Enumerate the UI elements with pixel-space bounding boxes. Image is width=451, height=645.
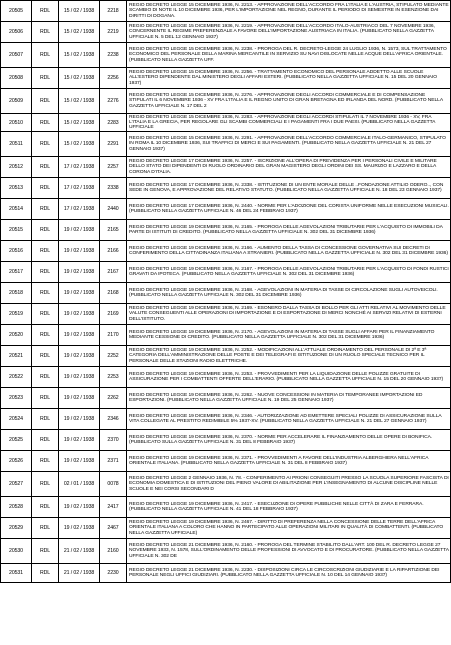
act-code-cell: 2346	[100, 409, 127, 430]
table-row	[1, 346, 451, 367]
table-row	[1, 304, 451, 325]
act-description-cell: REGIO DECRETO LEGGE 19 DICEMBRE 1936, N. 2169. - ESONERO DALLA TASSA DI BOLLO PER GLI ATTI RELATIVI AL MOVIMENTO DELLE VALUTE CONSEGUENTI ALLE OPERAZIONI DI IMPORTAZIONE E DI ESPORTAZIONE DI MERCI NONCHÉ AI SERVIZI RELATIVI DI ESTERNI DELL'ISTITUTO.	[127, 304, 451, 325]
act-code-cell: 2338	[100, 178, 127, 199]
act-type-cell: RDL	[32, 262, 59, 283]
act-code-cell: 2230	[100, 564, 127, 583]
act-description-cell: REGIO DECRETO LEGGE 15 DICEMBRE 1936, N. 2219. - APPROVAZIONE DELL'ACCORDO ITALO-AUSTRIACO DEL 7 NOVEMBRE 1936, CONCERNENTE IL REGIME PREFERENZIALE A FAVORE DELL'IMPORTAZIONE AUSTRIACA IN ITALIA. (PUBBLICATO NELLA GAZZETTA UFFICIALE N. 5 DEL 12 GENNAIO 1937)	[127, 22, 451, 43]
act-type-cell: RDL	[32, 199, 59, 220]
act-description-cell: REGIO DECRETO LEGGE 2 GENNAIO 1936, N. 78. - CONFERIMENTO AI PRIONI CONSEGUITI PRESSO LA SCUOLA SUPERIORE FASCISTA DI ECONOMIA DOMESTICA E DI ISTITUZIONI DEL PIENO VALORE DI ABILITAZIONE PER L'INSEGNAMENTO DI ALCUNE DISCIPLINE NELLE SCUOLE E NEI CORSI SECONDARI D	[127, 472, 451, 497]
act-date-cell: 02 / 01 / 1938	[59, 472, 100, 497]
act-date-cell: 17 / 02 / 1938	[59, 199, 100, 220]
act-date-cell: 15 / 02 / 1938	[59, 132, 100, 157]
act-code-cell: 2252	[100, 346, 127, 367]
act-code-cell: 2256	[100, 68, 127, 89]
table-row	[1, 409, 451, 430]
decree-table-body	[1, 1, 451, 583]
act-description-cell: REGIO DECRETO LEGGE 19 DICEMBRE 1936, N. 2165. - PROROGA DELLE AGEVOLAZIONI TRIBUTARIE PER L'ACQUISTO DI IMMOBILI DA PARTE DI ISTITUTI DI CREDITO. (PUBBLICATO NELLA GAZZETTA UFFICIALE N. 302 DEL 31 DICEMBRE 1936)	[127, 220, 451, 241]
act-description-cell: REGIO DECRETO LEGGE 15 DICEMBRE 1936, N. 2276. - APPROVAZIONE DEGLI ACCORDI COMMERCIALE E DI COMPENSAZIONE STIPULATI IL 6 NOVEMBRE 1936 - XV FRA L'ITALIA E IL REGNO UNITO DI GRAN BRETAGNA ED IRLANDA DEL NORD. (PUBBLICATO NELLA GAZZETTA UFFICIALE N. 17 DEL 2	[127, 89, 451, 114]
act-type-cell: RDL	[32, 132, 59, 157]
act-description-cell: REGIO DECRETO LEGGE 19 DICEMBRE 1936, N. 2252. - MODIFICAZIONI ALL'ATTUALE ORDINAMENTO DEL PERSONALE DI 2ª E 3ª CATEGORIA DELL'AMMINISTRAZIONE DELLE POSTE E DEI TELEGRAFI E ISTITUZIONE DI UN RUOLO SPECIALE TECNICO PER IL PERSONALE DELLE STAZIONI RADIO ELETTRICHE.	[127, 346, 451, 367]
act-code-cell: 2417	[100, 497, 127, 518]
act-date-cell: 19 / 02 / 1938	[59, 497, 100, 518]
act-date-cell: 17 / 02 / 1938	[59, 157, 100, 178]
record-number-cell: 20515	[1, 220, 32, 241]
table-row	[1, 1, 451, 22]
record-number-cell: 20521	[1, 346, 32, 367]
act-type-cell: RDL	[32, 497, 59, 518]
act-type-cell: RDL	[32, 283, 59, 304]
table-row	[1, 89, 451, 114]
record-number-cell: 20506	[1, 22, 32, 43]
record-number-cell: 20528	[1, 497, 32, 518]
table-row	[1, 114, 451, 132]
act-date-cell: 19 / 02 / 1938	[59, 241, 100, 262]
record-number-cell: 20527	[1, 472, 32, 497]
act-type-cell: RDL	[32, 388, 59, 409]
table-row	[1, 367, 451, 388]
table-row	[1, 388, 451, 409]
record-number-cell: 20518	[1, 283, 32, 304]
record-number-cell: 20520	[1, 325, 32, 346]
act-date-cell: 19 / 02 / 1938	[59, 518, 100, 539]
record-number-cell: 20523	[1, 388, 32, 409]
record-number-cell: 20531	[1, 564, 32, 583]
table-row	[1, 199, 451, 220]
act-description-cell: REGIO DECRETO LEGGE 19 DICEMBRE 1936, N. 2253. - PROVVEDIMENTI PER LA LIQUIDAZIONE DELLE POLIZZE GRATUITE DI ASSICURAZIONE PER I COMBATTENTI OFFERTE DELL'ERARIO. (PUBBLICATO NELLA GAZZETTA UFFICIALE N. 15 DEL 20 GENNAIO 1937)	[127, 367, 451, 388]
act-date-cell: 15 / 02 / 1938	[59, 1, 100, 22]
act-type-cell: RDL	[32, 518, 59, 539]
act-description-cell: REGIO DECRETO LEGGE 19 DICEMBRE 1936, N. 2168. - AGEVOLAZIONI IN MATERIA DI TASSE DI CIRCOLAZIONE SUGLI AUTOVEICOLI. (PUBBLICATO NELLA GAZZETTA UFFICIALE N. 302 DEL 31 DICEMBRE 1936)	[127, 283, 451, 304]
act-date-cell: 21 / 02 / 1938	[59, 539, 100, 564]
act-date-cell: 19 / 02 / 1938	[59, 262, 100, 283]
act-type-cell: RDL	[32, 472, 59, 497]
table-row	[1, 43, 451, 68]
act-type-cell: RDL	[32, 114, 59, 132]
act-type-cell: RDL	[32, 1, 59, 22]
act-date-cell: 21 / 02 / 1938	[59, 564, 100, 583]
act-code-cell: 2440	[100, 199, 127, 220]
act-date-cell: 19 / 02 / 1938	[59, 367, 100, 388]
record-number-cell: 20510	[1, 114, 32, 132]
act-type-cell: RDL	[32, 68, 59, 89]
act-date-cell: 19 / 02 / 1938	[59, 409, 100, 430]
table-row	[1, 157, 451, 178]
act-type-cell: RDL	[32, 409, 59, 430]
record-number-cell: 20507	[1, 43, 32, 68]
record-number-cell: 20526	[1, 451, 32, 472]
act-code-cell: 2218	[100, 1, 127, 22]
table-row	[1, 564, 451, 583]
act-date-cell: 15 / 02 / 1938	[59, 43, 100, 68]
act-code-cell: 2291	[100, 132, 127, 157]
table-row	[1, 241, 451, 262]
act-code-cell: 2238	[100, 43, 127, 68]
act-type-cell: RDL	[32, 451, 59, 472]
record-number-cell: 20511	[1, 132, 32, 157]
act-type-cell: RDL	[32, 22, 59, 43]
table-row	[1, 472, 451, 497]
record-number-cell: 20522	[1, 367, 32, 388]
act-description-cell: REGIO DECRETO LEGGE 19 DICEMBRE 1936, N. 2467. - DIRITTO DI PREFERENZA NELLA CONCESSIONE DELLE TERRE DELL'AFRICA ORIENTALE ITALIANA A COLORO CHE HANNO IN PARTECIPATO ALLE OPERAZIONI MILITARI IN QUALITÀ DI COMBATTENTI. (PUBBLICATO NELLA GAZZETTA UFFICIALE)	[127, 518, 451, 539]
act-date-cell: 17 / 02 / 1938	[59, 178, 100, 199]
record-number-cell: 20513	[1, 178, 32, 199]
act-date-cell: 19 / 02 / 1938	[59, 430, 100, 451]
record-number-cell: 20512	[1, 157, 32, 178]
table-row	[1, 68, 451, 89]
record-number-cell: 20514	[1, 199, 32, 220]
table-row	[1, 497, 451, 518]
act-code-cell: 2168	[100, 283, 127, 304]
act-description-cell: REGIO DECRETO LEGGE 21 DICEMBRE 1936, N. 2160. - PROROGA DEL TERMINE STABILITO DALL'ART. 100 DEL R. DECRETO LEGGE 27 NOVEMBRE 1933, N. 1578, SULL'ORDINAMENTO DELLE PROFESSIONI DI AVVOCATO E DI PROCURATORE. (PUBBLICATO NELLA GAZZETTA UFFICIALE N. 302 DE	[127, 539, 451, 564]
act-code-cell: 2467	[100, 518, 127, 539]
table-row	[1, 132, 451, 157]
act-type-cell: RDL	[32, 157, 59, 178]
act-type-cell: RDL	[32, 304, 59, 325]
act-description-cell: REGIO DECRETO LEGGE 19 DICEMBRE 1936, N. 2346. - AUTORIZZAZIONE AD EMETTERE SPECIALI POLIZZE DI ASSICURAZIONE SULLA VITA COLLEGATE AL PRESTITO REDIMIBILE 5% 1937-XV. (PUBBLICATO NELLA GAZZETTA UFFICIALE N. 21 DEL 27 GENNAIO 1937)	[127, 409, 451, 430]
table-row	[1, 451, 451, 472]
act-type-cell: RDL	[32, 43, 59, 68]
record-number-cell: 20524	[1, 409, 32, 430]
act-type-cell: RDL	[32, 430, 59, 451]
act-code-cell: 2283	[100, 114, 127, 132]
record-number-cell: 20505	[1, 1, 32, 22]
table-row	[1, 539, 451, 564]
act-date-cell: 15 / 02 / 1938	[59, 68, 100, 89]
record-number-cell: 20519	[1, 304, 32, 325]
act-date-cell: 15 / 02 / 1938	[59, 89, 100, 114]
act-description-cell: REGIO DECRETO LEGGE 19 DICEMBRE 1936, N. 2167. - PROROGA DELLE AGEVOLAZIONI TRIBUTARIE PER L'ACQUISTO DI FONDI RUSTICI GRAVATI DA IPOTECA. (PUBBLICATO NELLA GAZZETTA UFFICIALE N. 302 DEL 31 DICEMBRE 1936)	[127, 262, 451, 283]
act-code-cell: 2371	[100, 451, 127, 472]
act-code-cell: 2166	[100, 241, 127, 262]
act-description-cell: REGIO DECRETO LEGGE 21 DICEMBRE 1936, N. 2230. - DISPOSIZIONI CIRCA LE CIRCOSCRIZIONI GIUDIZIARIE E LA RIPARTIZIONE DEI PERSONALE NEGLI UFFICI GIUDIZIARI. (PUBBLICATO NELLA GAZZETTA UFFICIALE N. 10 DEL 14 GENNAIO 1937)	[127, 564, 451, 583]
record-number-cell: 20529	[1, 518, 32, 539]
act-date-cell: 15 / 02 / 1938	[59, 114, 100, 132]
table-row	[1, 430, 451, 451]
act-code-cell: 2262	[100, 388, 127, 409]
table-row	[1, 22, 451, 43]
act-description-cell: REGIO DECRETO LEGGE 15 DICEMBRE 1936, N. 2238. - PROROGA DEL R. DECRETO-LEGGE 24 LUGLIO 1936, N. 1573, SUL TRATTAMENTO ECONOMICO DEL PERSONALE DELLA MARINA MERCANTILE IN SERVIZIO SU NAVI DISLOCATE NELLE ACQUE DELL'AFRICA ORIENTALE. (PUBBLICATO NELLA GAZZETTA UFF.	[127, 43, 451, 68]
act-description-cell: REGIO DECRETO LEGGE 19 DICEMBRE 1936, N. 2170. - AGEVOLAZIONI IN MATERIA DI TASSE SUGLI AFFARI PER IL FINANZIAMENTO MEDIANTE CESSIONE DI CREDITO. (PUBBLICATO NELLA GAZZETTA UFFICIALE N. 302 DEL 31 DICEMBRE 1936)	[127, 325, 451, 346]
act-type-cell: RDL	[32, 346, 59, 367]
act-description-cell: REGIO DECRETO LEGGE 19 DICEMBRE 1936, N. 2371. - PROVVEDIMENTI A FAVORE DELL'INDUSTRIA ALBERGHIERA NELL'AFRICA ORIENTALE ITALIANA. (PUBBLICATO NELLA GAZZETTA UFFICIALE N. 31 DEL 8 FEBBRAIO 1937)	[127, 451, 451, 472]
act-date-cell: 19 / 02 / 1938	[59, 304, 100, 325]
table-row	[1, 262, 451, 283]
table-row	[1, 178, 451, 199]
act-code-cell: 0078	[100, 472, 127, 497]
act-code-cell: 2253	[100, 367, 127, 388]
act-description-cell: REGIO DECRETO LEGGE 19 DICEMBRE 1936, N. 2417. - ESECUZIONE DI OPERE PUBBLICHE NELLE CITTÀ DI ZARA E FERRARA. (PUBBLICATO NELLA GAZZETTA UFFICIALE N. 41 DEL 18 FEBBRAIO 1937)	[127, 497, 451, 518]
act-date-cell: 19 / 02 / 1938	[59, 388, 100, 409]
act-type-cell: RDL	[32, 325, 59, 346]
act-type-cell: RDL	[32, 241, 59, 262]
act-description-cell: REGIO DECRETO LEGGE 19 DICEMBRE 1936, N. 2370. - NORME PER ACCELERARE IL FINANZIAMENTO DELLE OPERE DI BONIFICA. (PUBBLICATO SULLA GAZZETTA UFFICIALE N. 31 DEL 8 FEBBRAIO 1937)	[127, 430, 451, 451]
record-number-cell: 20509	[1, 89, 32, 114]
act-date-cell: 19 / 02 / 1938	[59, 451, 100, 472]
record-number-cell: 20525	[1, 430, 32, 451]
act-description-cell: REGIO DECRETO LEGGE 15 DICEMBRE 1936, N. 2283. - APPROVAZIONE DEGLI ACCORDI STIPULATI IL 7 NOVEMBRE 1936 - XV, FRA L'ITALIA E LA GRECIA, PER REGOLARE GLI SCAMBI COMMERCIALI E I PAGAMENTI FRA I DUE PAESI. (PUBBLICATO NELLA GAZZETTA UFFICIALE	[127, 114, 451, 132]
record-number-cell: 20516	[1, 241, 32, 262]
table-row	[1, 325, 451, 346]
act-type-cell: RDL	[32, 539, 59, 564]
act-type-cell: RDL	[32, 367, 59, 388]
record-number-cell: 20530	[1, 539, 32, 564]
act-code-cell: 2170	[100, 325, 127, 346]
act-date-cell: 19 / 02 / 1938	[59, 220, 100, 241]
act-type-cell: RDL	[32, 89, 59, 114]
act-type-cell: RDL	[32, 178, 59, 199]
act-description-cell: REGIO DECRETO LEGGE 17 DICEMBRE 1936, N. 2338. - ISTITUZIONE DI UN ENTE MORALE DELLE ..FONDAZIONE ATTILIO ODERO.., CON SEDE IN GENOVA, E APPROVAZIONE DEL RELATIVO STATUTO. (PUBBLICATO NELLA GAZZETTA UFFICIALE N. 18 DEL 23 GENNAIO 1937)	[127, 178, 451, 199]
act-description-cell: REGIO DECRETO LEGGE 15 DICEMBRE 1936, N. 2256. - TRATTAMENTO ECONOMICO DEL PERSONALE ADDETTO ALLE SCUOLE ALL'ESTERO DIPENDENTE DAL MINISTERO DEGLI AFFARI ESTERI. (PUBBLICATO NELLA GAZZETTA UFFICIALE N. 15 DEL 20 GENNAIO 1937)	[127, 68, 451, 89]
act-description-cell: REGIO DECRETO LEGGE 17 DICEMBRE 1936, N. 2257. - ISCRIZIONE ALL'OPERA DI PREVIDENZA PER I PERSONALI CIVILE E MILITARE DELLO STATO DEI DIPENDENTI DI RUOLO ORDINARIO DEL GRAN MAGISTERO DEGLI ORDINI DEI SS. MAURIZIO E LAZZARO E DELLA CORONA D'ITALIA.	[127, 157, 451, 178]
act-type-cell: RDL	[32, 220, 59, 241]
act-code-cell: 2160	[100, 539, 127, 564]
act-description-cell: REGIO DECRETO LEGGE 19 DICEMBRE 1936, N. 2166. - AUMENTO DELLA TASSA DI CONCESSIONE GOVERNATIVA SUI DECRETI DI CONFERIMENTO DELLA CITTADINANZA ITALIANA A STRANIERI. (PUBBLICATO NELLA GAZZETTA UFFICIALE N. 302 DEL 31 DICEMBRE 1936)	[127, 241, 451, 262]
act-type-cell: RDL	[32, 564, 59, 583]
act-description-cell: REGIO DECRETO LEGGE 17 DICEMBRE 1936, N. 2440. - NORME PER L'ADOZIONE DEL CORISTA UNIFORME NELLE ESECUZIONI MUSICALI. (PUBBLICATO NELLA GAZZETTA UFFICIALE N. 46 DEL 24 FEBBRAIO 1937)	[127, 199, 451, 220]
record-number-cell: 20517	[1, 262, 32, 283]
act-date-cell: 19 / 02 / 1938	[59, 283, 100, 304]
act-date-cell: 19 / 02 / 1938	[59, 325, 100, 346]
table-row	[1, 518, 451, 539]
act-date-cell: 15 / 02 / 1938	[59, 22, 100, 43]
act-date-cell: 19 / 02 / 1938	[59, 346, 100, 367]
act-code-cell: 2370	[100, 430, 127, 451]
act-description-cell: REGIO DECRETO LEGGE 15 DICEMBRE 1936, N. 2213. - APPROVAZIONE DELL'ACCORDO FRA L'ITALIA E L'AUSTRIA, STIPULATO MEDIANTE SCAMBIO DI NOTE IL 10 DICEMBRE 1936, PER L'IMPORTAZIONE NEL REGNO, DURANTE IL PERIODO DI SEMESTRE IN ESENZIONE DAI DIRITTI DI DOGANA.	[127, 1, 451, 22]
act-description-cell: REGIO DECRETO LEGGE 15 DICEMBRE 1936, N. 2291. - APPROVAZIONE DELL'ACCORDO COMMERCIALE ITALO-GERMANICO, STIPULATO IN ROMA IL 10 DICEMBRE 1936, SUI TRAFFICI DI MERCI E SUI PAGAMENTI. (PUBBLICATO NELLA GAZZETTA UFFICIALE N. 21 DEL 27 GENNAIO 1937)	[127, 132, 451, 157]
act-code-cell: 2257	[100, 157, 127, 178]
act-code-cell: 2165	[100, 220, 127, 241]
act-code-cell: 2169	[100, 304, 127, 325]
table-row	[1, 220, 451, 241]
record-number-cell: 20508	[1, 68, 32, 89]
table-row	[1, 283, 451, 304]
act-code-cell: 2167	[100, 262, 127, 283]
act-description-cell: REGIO DECRETO LEGGE 19 DICEMBRE 1936, N. 2262. - NUOVE CONCESSIONI IN MATERIA DI TEMPORANEE IMPORTAZIONI ED ESPORTAZIONI. (PUBBLICATO NELLA GAZZETTA UFFICIALE N. 19 DEL 25 GENNAIO 1937)	[127, 388, 451, 409]
act-code-cell: 2276	[100, 89, 127, 114]
act-code-cell: 2219	[100, 22, 127, 43]
